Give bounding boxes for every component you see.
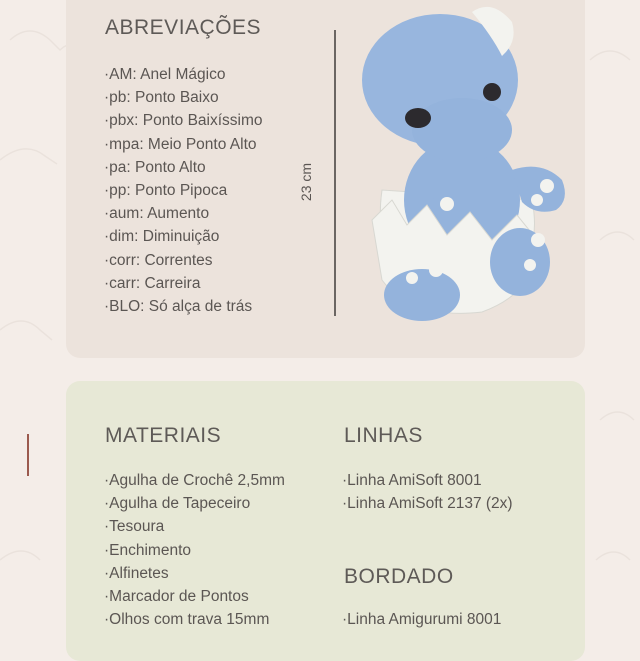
abbreviation-item: ·pbx: Ponto Baixíssimo: [104, 112, 263, 130]
material-item: ·Agulha de Crochê 2,5mm: [104, 472, 285, 489]
abbreviations-list: [104, 63, 263, 318]
abbreviation-item: ·mpa: Meio Ponto Alto: [104, 135, 257, 153]
abbreviation-item: ·pp: Ponto Pipoca: [104, 182, 228, 200]
amigurumi-dino-image: [352, 0, 582, 340]
material-item: ·Olhos com trava 15mm: [104, 611, 270, 629]
materials-title: MATERIAIS: [105, 424, 222, 447]
size-line: [334, 30, 336, 316]
material-item: ·Marcador de Pontos: [104, 588, 249, 606]
yarn-item: ·Linha AmiSoft 8001: [342, 472, 482, 489]
abbreviation-item: ·corr: Correntes: [104, 251, 213, 269]
abbreviation-item: ·AM: Anel Mágico: [104, 66, 226, 83]
abbreviation-item: ·carr: Carreira: [104, 274, 201, 292]
embroidery-title: BORDADO: [344, 565, 454, 588]
accent-mark: [27, 434, 29, 476]
material-item: ·Tesoura: [104, 518, 165, 536]
abbreviation-item: ·aum: Aumento: [104, 205, 210, 223]
yarns-list: [342, 469, 513, 515]
abbreviations-title: ABREVIAÇÕES: [105, 16, 262, 39]
abbreviation-item: ·pa: Ponto Alto: [104, 158, 206, 176]
embroidery-list: [342, 608, 501, 631]
abbreviation-item: ·BLO: Só alça de trás: [104, 298, 253, 316]
yarns-title: LINHAS: [344, 424, 423, 447]
abbreviation-item: ·dim: Diminuição: [104, 228, 220, 246]
materials-list: [104, 469, 285, 631]
material-item: ·Alfinetes: [104, 564, 169, 582]
embroidery-item: ·Linha Amigurumi 8001: [342, 611, 502, 628]
material-item: ·Enchimento: [104, 541, 192, 559]
material-item: ·Agulha de Tapeceiro: [104, 495, 251, 513]
size-label: 23 cm: [298, 162, 314, 202]
yarn-item: ·Linha AmiSoft 2137 (2x): [342, 495, 513, 513]
abbreviation-item: ·pb: Ponto Baixo: [104, 89, 219, 107]
